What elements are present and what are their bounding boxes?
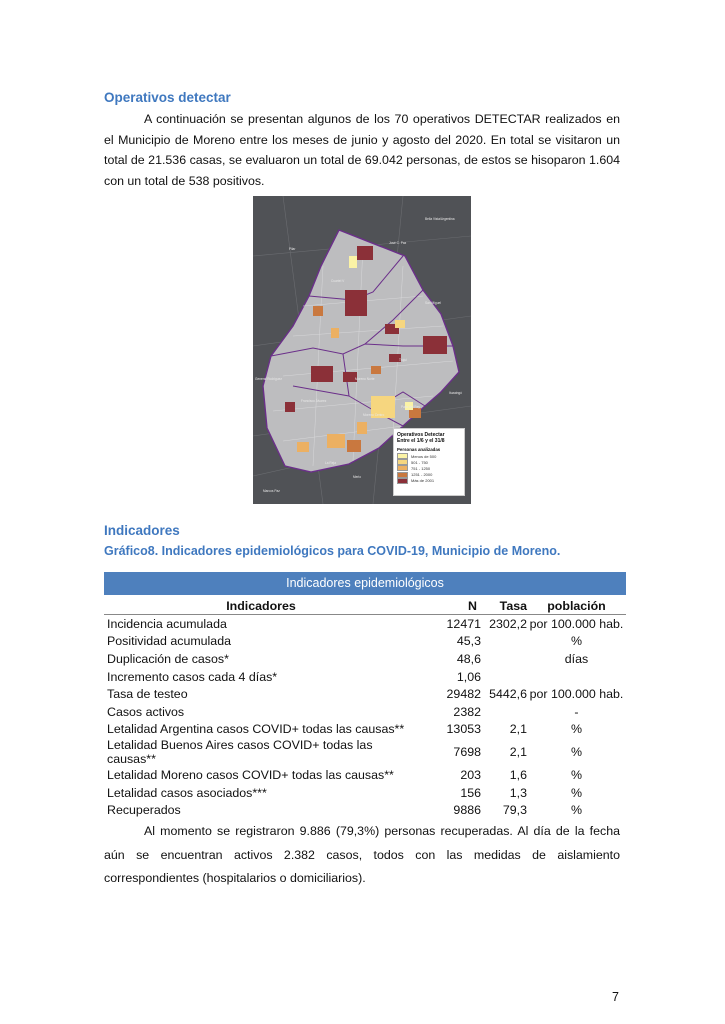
row-tasa: 2,1 xyxy=(509,722,527,737)
operativos-paragraph: A continuación se presentan algunos de los 70 operativos DETECTAR realizados en el Municipio de Moreno entre los meses de junio y agosto del 2020. En total se visitaron un total de 21.536 casas, se evaluaron un total de 69.042 personas, de estos se hisoparon 1.604 con un total de 538 positivos. xyxy=(104,112,620,188)
column-header-poblacion: población xyxy=(547,598,606,613)
table-row xyxy=(104,685,626,703)
row-tasa: 1,6 xyxy=(509,767,527,782)
row-n: 2382 xyxy=(453,704,481,719)
svg-text:Trujui: Trujui xyxy=(399,358,407,362)
legend-subtitle: Entre el 1/6 y el 31/8 xyxy=(397,438,445,444)
table-row xyxy=(104,650,626,668)
svg-text:Paso del Rey: Paso del Rey xyxy=(401,405,420,409)
row-poblacion xyxy=(527,668,626,686)
section-title-indicadores: Indicadores xyxy=(104,523,180,538)
table-column-headers xyxy=(104,597,626,615)
svg-text:La Reja: La Reja xyxy=(325,461,336,465)
row-tasa: 1,3 xyxy=(509,785,527,800)
svg-text:Merlo: Merlo xyxy=(353,475,361,479)
table-header-band: Indicadores epidemiológicos xyxy=(104,572,626,595)
row-poblacion: % xyxy=(570,803,583,818)
svg-text:Ituzaingó: Ituzaingó xyxy=(449,391,462,395)
svg-text:Moreno Norte: Moreno Norte xyxy=(355,377,375,381)
row-poblacion: % xyxy=(570,745,583,760)
legend-swatch xyxy=(397,465,408,471)
svg-text:Pilar: Pilar xyxy=(289,247,296,251)
svg-text:San Miguel: San Miguel xyxy=(425,301,441,305)
row-indicador: Letalidad casos asociados*** xyxy=(107,785,267,800)
svg-text:Marcos Paz: Marcos Paz xyxy=(263,489,280,493)
legend-label: 751 - 1250 xyxy=(411,465,431,471)
indicators-table xyxy=(104,597,626,819)
row-n: 12471 xyxy=(415,615,481,633)
row-tasa: 5442,6 xyxy=(489,687,527,702)
legend-swatch xyxy=(397,459,408,465)
row-n: 29482 xyxy=(446,687,481,702)
table-row xyxy=(104,738,626,766)
page-number: 7 xyxy=(612,990,619,1004)
row-poblacion: % xyxy=(570,785,583,800)
row-indicador: Recuperados xyxy=(107,803,181,818)
column-header-n: N xyxy=(468,598,477,613)
row-tasa: 2302,2 xyxy=(481,615,527,633)
row-n: 156 xyxy=(460,785,481,800)
row-indicador: Positividad acumulada xyxy=(107,634,231,649)
svg-text:Cuartel V: Cuartel V xyxy=(331,279,345,283)
row-poblacion: por 100.000 hab. xyxy=(527,615,626,633)
column-header-indicadores: Indicadores xyxy=(226,598,296,613)
row-poblacion: % xyxy=(570,722,583,737)
table-row xyxy=(104,633,626,651)
row-indicador: Duplicación de casos* xyxy=(107,651,229,666)
row-poblacion: % xyxy=(570,634,583,649)
table-row xyxy=(104,703,626,721)
svg-text:Francisco Álvarez: Francisco Álvarez xyxy=(301,399,327,403)
row-indicador: Letalidad Argentina casos COVID+ todas las causas** xyxy=(107,722,405,737)
legend-swatch xyxy=(397,453,408,459)
table-row xyxy=(104,721,626,739)
row-poblacion: días xyxy=(564,651,589,666)
row-poblacion: - xyxy=(574,704,579,719)
map-legend xyxy=(393,428,465,496)
row-tasa: 2,1 xyxy=(509,745,527,760)
detectar-map xyxy=(253,196,471,504)
svg-text:Bella Vista/Argentina: Bella Vista/Argentina xyxy=(425,217,455,221)
row-indicador: Casos activos xyxy=(107,704,185,719)
row-n: 7698 xyxy=(453,745,481,760)
row-n: 1,06 xyxy=(456,669,481,684)
legend-heading: Personas analizadas xyxy=(397,447,441,452)
legend-label: 1251 - 2000 xyxy=(411,472,433,478)
row-tasa: 79,3 xyxy=(502,803,527,818)
svg-text:Moreno Centro: Moreno Centro xyxy=(363,413,385,417)
svg-text:José C. Paz: José C. Paz xyxy=(389,241,407,245)
row-indicador: Tasa de testeo xyxy=(107,687,188,702)
row-n: 13053 xyxy=(446,722,481,737)
table-row xyxy=(104,668,626,686)
row-tasa xyxy=(481,668,527,686)
row-indicador: Letalidad Buenos Aires casos COVID+ todas las causas** xyxy=(107,738,373,767)
legend-title: Operativos Detectar xyxy=(397,432,445,438)
svg-text:General Rodríguez: General Rodríguez xyxy=(255,377,282,381)
row-poblacion: % xyxy=(570,767,583,782)
legend-swatch xyxy=(397,472,408,478)
legend-swatch xyxy=(397,478,408,484)
row-n: 203 xyxy=(460,767,481,782)
legend-label: Más de 2001 xyxy=(411,478,435,484)
legend-label: Menos de 500 xyxy=(411,453,437,459)
closing-paragraph: Al momento se registraron 9.886 (79,3%) personas recuperadas. Al día de la fecha aún se encuentran activos 2.382 casos, todos con las medidas de aislamiento correspondientes (hospitalarios o domiciliarios). xyxy=(104,824,620,885)
row-indicador: Incidencia acumulada xyxy=(104,615,415,633)
row-tasa xyxy=(481,703,527,721)
row-n: 48,6 xyxy=(456,651,481,666)
table-row xyxy=(104,801,626,819)
section-title-operativos: Operativos detectar xyxy=(104,90,231,105)
table-row xyxy=(104,784,626,802)
row-indicador: Letalidad Moreno casos COVID+ todas las causas** xyxy=(107,767,394,782)
table-row xyxy=(104,766,626,784)
row-n: 9886 xyxy=(453,803,481,818)
column-header-tasa: Tasa xyxy=(499,598,527,613)
legend-label: 501 - 750 xyxy=(411,459,428,465)
legend-item xyxy=(397,478,461,484)
row-poblacion: por 100.000 hab. xyxy=(529,687,624,702)
row-tasa xyxy=(481,650,527,668)
row-n: 45,3 xyxy=(456,634,481,649)
row-indicador: Incremento casos cada 4 días* xyxy=(107,669,278,684)
figure-caption: Gráfico8. Indicadores epidemiológicos para COVID-19, Municipio de Moreno. xyxy=(104,544,561,558)
row-tasa xyxy=(481,633,527,651)
table-row xyxy=(104,615,626,633)
